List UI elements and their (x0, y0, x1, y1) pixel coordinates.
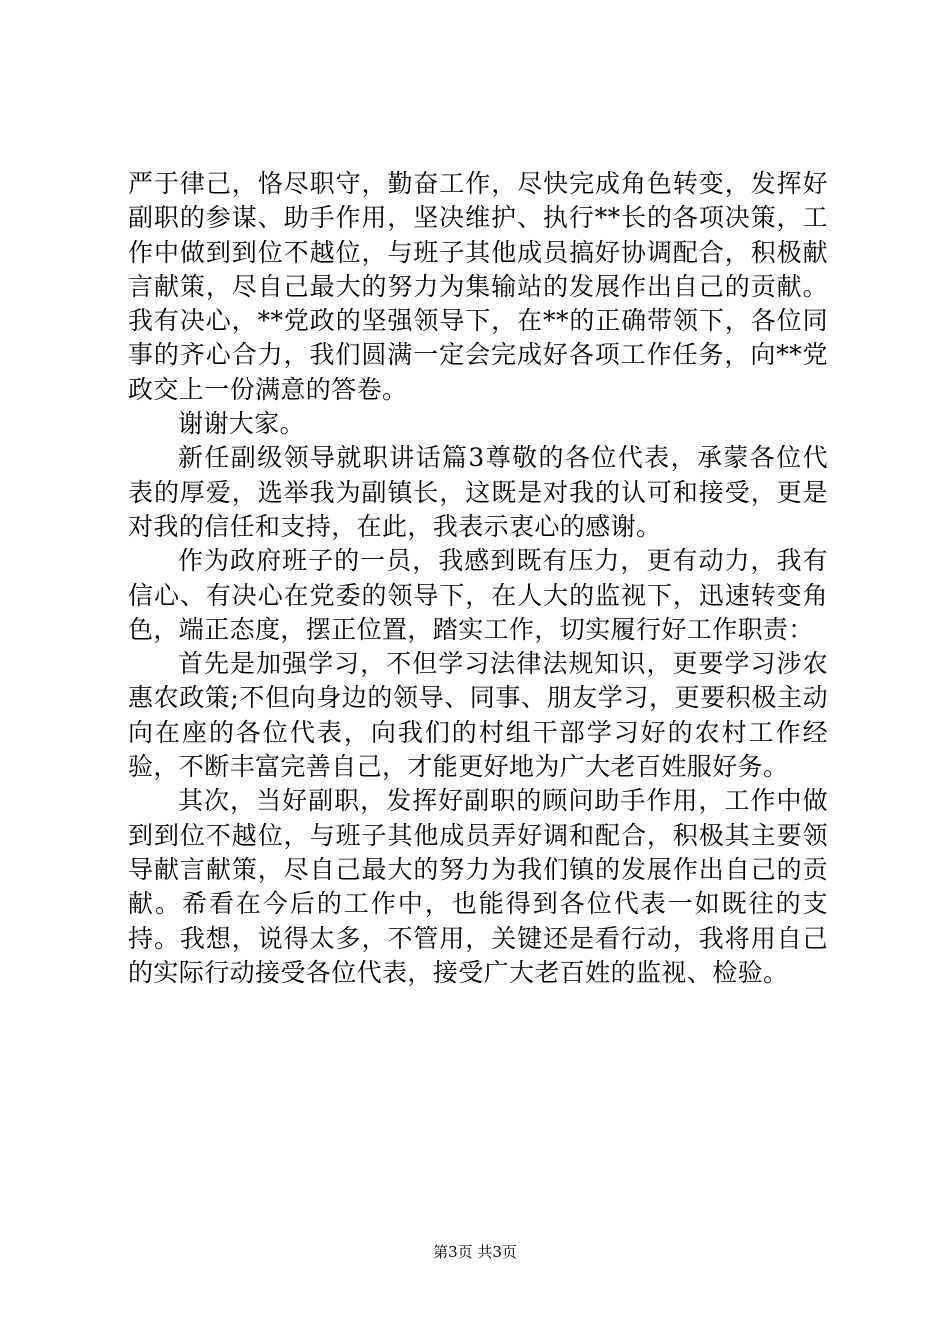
paragraph-5: 首先是加强学习，不但学习法律法规知识，更要学习涉农惠农政策;不但向身边的领导、同事、朋友学习，更要积极主动向在座的各位代表，向我们的村组干部学习好的农村工作经验，不断丰富完善自己，才能更好地为广大老百姓服好务。 (128, 649, 828, 782)
paragraph-2: 谢谢大家。 (178, 409, 306, 439)
paragraph-3: 新任副级领导就职讲话篇3尊敬的各位代表，承蒙各位代表的厚爱，选举我为副镇长，这既是对我的认可和接受，更是对我的信任和支持，在此，我表示衷心的感谢。 (128, 443, 828, 541)
paragraph-1: 严于律己，恪尽职守，勤奋工作，尽快完成角色转变，发挥好副职的参谋、助手作用，坚决维护、执行**长的各项决策，工作中做到到位不越位，与班子其他成员搞好协调配合，积极献言献策，尽自己最大的努力为集输站的发展作出自己的贡献。我有决心，**党政的坚强领导下，在**的正确带领下，各位同事的齐心合力，我们圆满一定会完成好各项工作任务，向**党政交上一份满意的答卷。 (128, 169, 828, 404)
paragraph-6: 其次，当好副职，发挥好副职的顾问助手作用，工作中做到到位不越位，与班子其他成员弄好调和配合，积极其主要领导献言献策，尽自己最大的努力为我们镇的发展作出自己的贡献。希看在今后的工作中，也能得到各位代表一如既往的支持。我想，说得太多，不管用，关键还是看行动，我将用自己的实际行动接受各位代表，接受广大老百姓的监视、检验。 (128, 786, 828, 987)
paragraph-4: 作为政府班子的一员，我感到既有压力，更有动力，我有信心、有决心在党委的领导下，在人大的监视下，迅速转变角色，端正态度，摆正位置，踏实工作，切实履行好工作职责： (128, 546, 828, 644)
page-footer: 第3页 共3页 (433, 1243, 517, 1261)
document-body (128, 167, 828, 990)
